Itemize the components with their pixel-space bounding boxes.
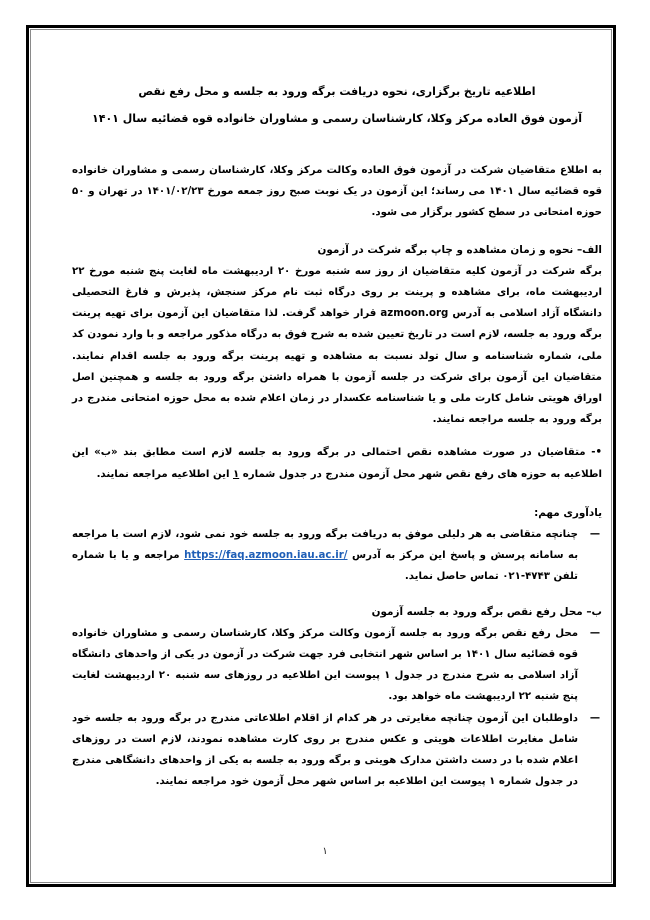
reminder-bullet: [72, 524, 602, 588]
note-text-1: •- متقاضیان در صورت مشاهده نقص احتمالی در برگه ورود به جلسه لازم است مطابق بند «ب» این اطلاعیه به حوزه های رفع نقص شهر محل آزمون مندرج در جدول شماره: [72, 447, 602, 480]
bullet-dash: —: [589, 712, 600, 724]
section-b-bullet-2: [72, 708, 602, 793]
reminder-text-1: چنانچه متقاضی به هر دلیلی موفق به دریافت برگه ورود به جلسه خود نمی شود، لازم است با مراجعه به سامانه پرسش و پاسخ این مرکز به آدرس: [72, 529, 579, 562]
note-text-2: این اطلاعیه مراجعه نمایند.: [96, 468, 230, 480]
section-a-text-1: برگه شرکت در آزمون کلیه متقاضیان از روز سه شنبه مورخ ۲۰ اردیبهشت ماه لغایت پنج شنبه مورخ ۲۲ اردیبهشت ماه، برای مشاهده و پرینت بر روی درگاه ثبت نام مرکز سنجش، پذیرش و فارغ التحصیلی دانشگاه آزاد اسلامی به آدرس: [72, 265, 602, 320]
title-line-2: آزمون فوق العاده مرکز وکلا، کارشناسان رسمی و مشاوران خانواده قوه قضائیه سال ۱۴۰۱: [92, 112, 582, 125]
site-address: azmoon.org: [380, 308, 449, 320]
section-a-body: [72, 261, 602, 431]
section-b-bullet-1: [72, 623, 602, 708]
section-b-bullet-2-text: داوطلبان این آزمون چنانچه مغایرتی در هر کدام از اقلام اطلاعاتی مندرج در برگه ورود به جلسه خود شامل مغایرت اطلاعات هویتی و عکس مندرج بر روی کارت مشاهده نمودند، لازم است در روزهای اعلام شده با در دست داشتن مدارک هویتی و برگه ورود به جلسه به یکی از واحدهای دانشگاهی مندرج در جدول شماره ۱ پیوست این اطلاعیه بر اساس شهر محل آزمون خود مراجعه نمایند.: [72, 712, 578, 788]
intro-paragraph: به اطلاع متقاضیان شرکت در آزمون فوق العاده وکالت مرکز وکلا، کارشناسان رسمی و مشاوران خانواده قوه قضائیه سال ۱۴۰۱ می رساند؛ این آزمون در یک نوبت صبح روز جمعه مورخ ۱۴۰۱/۰۲/۲۳ در تهران و ۵۰ حوزه امتحانی در سطح کشور برگزار می شود.: [72, 165, 602, 219]
document-page: [72, 78, 602, 792]
table-number: ۱: [232, 468, 240, 480]
reminder-heading: یادآوری مهم:: [534, 506, 602, 519]
section-b-heading: ب– محل رفع نقص برگه ورود به جلسه آزمون: [371, 605, 602, 618]
reminder-text-2: مراجعه و یا با شماره تلفن ۴۷۴۳-۰۲۱ تماس حاصل نماید.: [72, 550, 578, 583]
title-line-1: اطلاعیه تاریخ برگزاری، نحوه دریافت برگه ورود به جلسه و محل رفع نقص: [138, 85, 536, 98]
bullet-dash: —: [589, 627, 600, 639]
bullet-dash: —: [589, 529, 600, 541]
section-a-text-2: قرار خواهد گرفت. لذا متقاضیان این آزمون برای تهیه پرینت برگه ورود به جلسه، لازم است در تاریخ تعیین شده به شرح فوق به درگاه مذکور مراجعه و با وارد نمودن کد ملی، شماره شناسنامه و سال تولد نسبت به مشاهده و تهیه پرینت برگه ورود به جلسه اقدام نمایند. متقاضیان این آزمون برای شرکت در جلسه آزمون با همراه داشتن برگه ورود به جلسه و همچنین اصل اوراق هویتی شامل کارت ملی و یا شناسنامه عکسدار در زمان اعلام شده به محل حوزه امتحانی مندرج در برگه ورود به جلسه مراجعه نمایند.: [72, 308, 602, 426]
section-a-heading: الف– نحوه و زمان مشاهده و چاپ برگه شرکت در آزمون: [317, 243, 602, 256]
section-b-bullet-1-text: محل رفع نقص برگه ورود به جلسه آزمون وکالت مرکز وکلا، کارشناسان رسمی و مشاوران خانواده قوه قضائیه سال ۱۴۰۱ بر اساس شهر انتخابی فرد جهت شرکت در آزمون در یکی از واحدهای دانشگاه آزاد اسلامی به شرح مندرج در جدول ۱ پیوست این اطلاعیه در روزهای سه شنبه ۲۰ اردیبهشت لغایت پنج شنبه ۲۲ اردیبهشت ماه خواهد بود.: [72, 627, 578, 703]
faq-link[interactable]: https://faq.azmoon.iau.ac.ir/: [184, 550, 348, 562]
note-paragraph: [72, 442, 602, 484]
document-title: [72, 78, 602, 132]
page-number: ۱: [322, 846, 328, 857]
